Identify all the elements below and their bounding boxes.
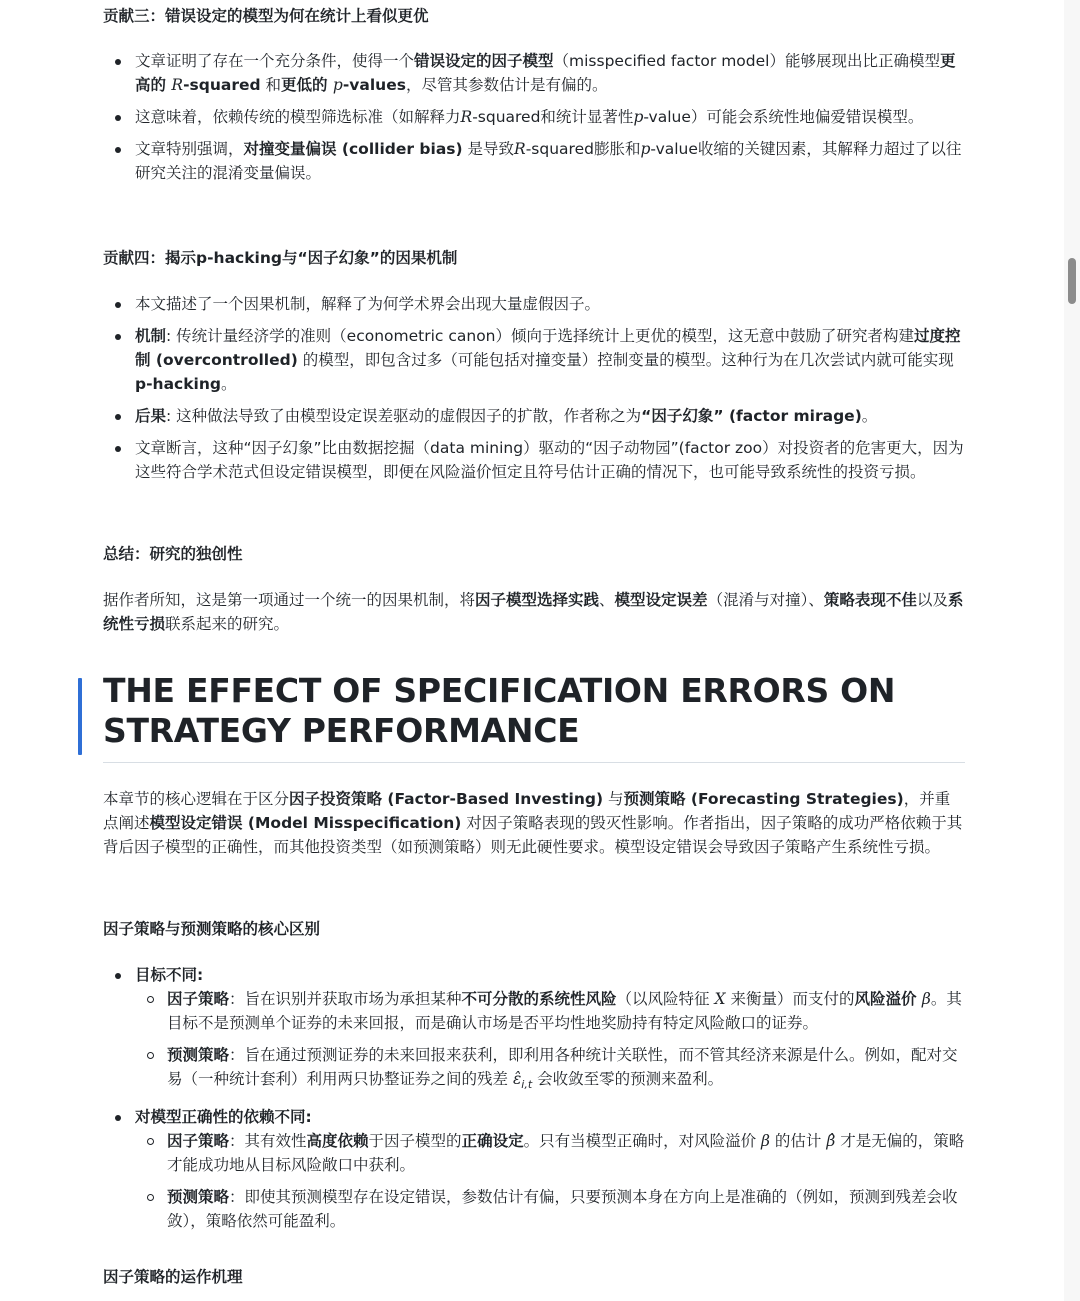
scrollbar-thumb[interactable] (1068, 258, 1076, 304)
list-item: 文章特别强调，对撞变量偏误 (collider bias) 是导致R-squared膨胀和p-value收缩的关键因素，其解释力超过了以往研究关注的混淆变量偏误。 (103, 137, 965, 185)
sub-list (135, 1129, 965, 1233)
contribution-4-list (103, 292, 965, 484)
list-item: 文章断言，这种“因子幻象”比由数据挖掘（data mining）驱动的“因子动物园”(factor zoo）对投资者的危害更大，因为这些符合学术范式但设定错误模型，即便在风险溢价恒定且符号估计正确的情况下，也可能导致系统性的投资亏损。 (103, 436, 965, 484)
list-item: 目标不同: 因子策略：旨在识别并获取市场为承担某种不可分散的系统性风险（以风险特征 X 来衡量）而支付的风险溢价 β。其目标不是预测单个证券的未来回报，而是确认市场是否平均性地奖励持有特定风险敞口的证券。 预测策略：旨在通过预测证券的未来回报来获利，即利用各种统计关联性，而不管其经济来源是什么。例如，配对交易（一种统计套利）利用两只协整证券之间的残差 $\varepsilon̂_{i,t}$ 会收敛至零的预测来盈利。 (103, 963, 965, 1097)
difference-heading: 因子策略与预测策略的核心区别 (103, 920, 321, 938)
scrollbar-track[interactable] (1064, 0, 1080, 1301)
contribution-3-heading: 贡献三：错误设定的模型为何在统计上看似更优 (103, 7, 429, 25)
list-item: 机制: 传统计量经济学的准则（econometric canon）倾向于选择统计上更优的模型，这无意中鼓励了研究者构建过度控制 (overcontrolled) 的模型，即包含过多（可能包括对撞变量）控制变量的模型。这种行为在几次尝试内就可能实现 p-hacking。 (103, 324, 965, 396)
summary-heading: 总结：研究的独创性 (103, 545, 243, 563)
section-divider (103, 762, 965, 763)
section-intro: 本章节的核心逻辑在于区分因子投资策略 (Factor-Based Investing) 与预测策略 (Forecasting Strategies)，并重点阐述模型设定错误 (Model Misspecification) 对因子策略表现的毁灭性影响。作者指出，因子策略的成功严格依赖于其背后因子模型的正确性，而其他投资类型（如预测策略）则无此硬性要求。模型设定错误会导致因子策略产生系统性亏损。 (103, 790, 963, 856)
list-item: 对模型正确性的依赖不同: 因子策略：其有效性高度依赖于因子模型的正确设定。只有当模型正确时，对风险溢价 β 的估计 β̂ 才是无偏的，策略才能成功地从目标风险敞口中获利。 预测策略：即使其预测模型存在设定错误，参数估计有偏，只要预测本身在方向上是准确的（例如，预测到残差会收敛），策略依然可能盈利。 (103, 1105, 965, 1233)
list-item: 因子策略：旨在识别并获取市场为承担某种不可分散的系统性风险（以风险特征 X 来衡量）而支付的风险溢价 β。其目标不是预测单个证券的未来回报，而是确认市场是否平均性地奖励持有特定风险敞口的证券。 (135, 987, 965, 1035)
summary-text: 据作者所知，这是第一项通过一个统一的因果机制，将因子模型选择实践、模型设定误差（混淆与对撞）、策略表现不佳以及系统性亏损联系起来的研究。 (103, 591, 964, 633)
list-item: 文章证明了存在一个充分条件，使得一个错误设定的因子模型（misspecified factor model）能够展现出比正确模型更高的 R-squared 和更低的 p-values，尽管其参数估计是有偏的。 (103, 49, 965, 97)
mechanism-heading: 因子策略的运作机理 (103, 1268, 243, 1286)
list-item: 预测策略：即使其预测模型存在设定错误，参数估计有偏，只要预测本身在方向上是准确的（例如，预测到残差会收敛），策略依然可能盈利。 (135, 1185, 965, 1233)
sub-list (135, 987, 965, 1097)
list-item: 这意味着，依赖传统的模型筛选标准（如解释力R-squared和统计显著性p-value）可能会系统性地偏爱错误模型。 (103, 105, 965, 129)
contribution-4-heading: 贡献四：揭示p-hacking与“因子幻象”的因果机制 (103, 249, 458, 267)
list-item: 后果: 这种做法导致了由模型设定误差驱动的虚假因子的扩散，作者称之为“因子幻象” (factor mirage)。 (103, 404, 965, 428)
section-accent-bar (78, 678, 82, 755)
list-item: 本文描述了一个因果机制，解释了为何学术界会出现大量虚假因子。 (103, 292, 965, 316)
difference-list (103, 963, 965, 1233)
list-item: 因子策略：其有效性高度依赖于因子模型的正确设定。只有当模型正确时，对风险溢价 β 的估计 β̂ 才是无偏的，策略才能成功地从目标风险敞口中获利。 (135, 1129, 965, 1177)
contribution-3-list (103, 49, 965, 185)
list-item: 预测策略：旨在通过预测证券的未来回报来获利，即利用各种统计关联性，而不管其经济来源是什么。例如，配对交易（一种统计套利）利用两只协整证券之间的残差 $\varepsilon̂_{i,t}$ 会收敛至零的预测来盈利。 (135, 1043, 965, 1097)
section-title: THE EFFECT OF SPECIFICATION ERRORS ON STRATEGY PERFORMANCE (103, 671, 896, 750)
